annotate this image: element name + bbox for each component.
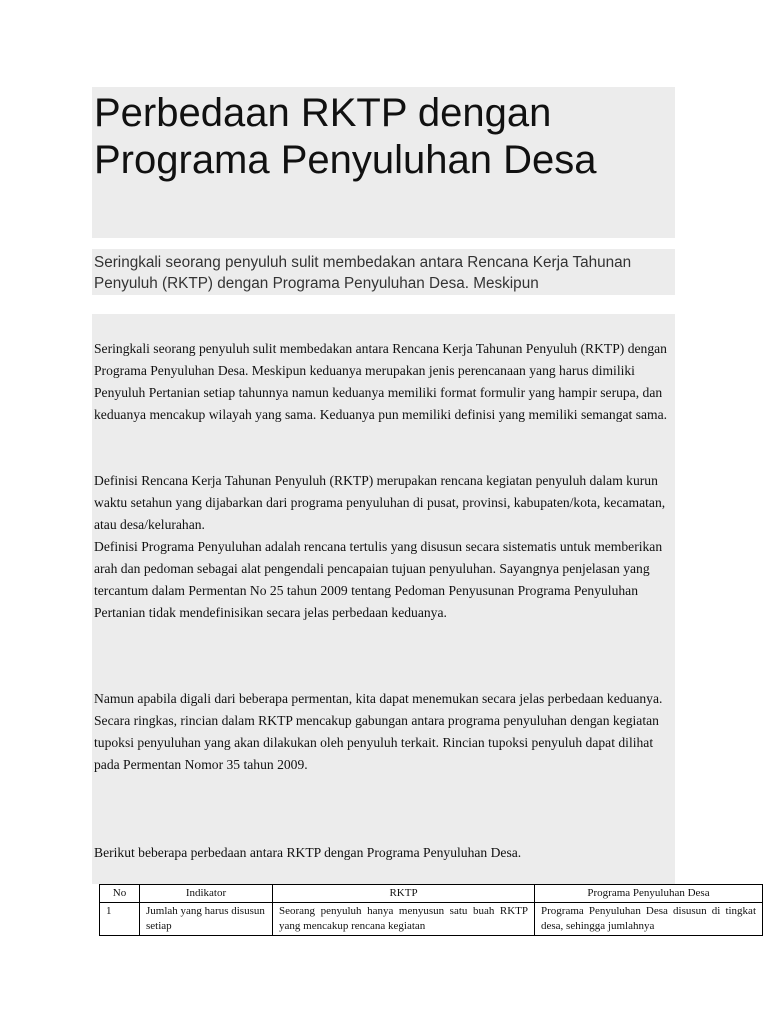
document-body — [92, 314, 675, 884]
column-header-no: No — [100, 885, 140, 903]
page-title: Perbedaan RKTP dengan Programa Penyuluhan Desa — [94, 91, 597, 182]
comparison-table — [99, 884, 763, 936]
paragraph-intro: Seringkali seorang penyuluh sulit membedakan antara Rencana Kerja Tahunan Penyuluh (RKTP) dengan Programa Penyuluhan Desa. Meskipun keduanya merupakan jenis perencanaan yang harus dimiliki Penyuluh Pertanian setiap tahunnya namun keduanya memiliki format formulir yang hampir serupa, dan keduanya mencakup wilayah yang sama. Keduanya pun memiliki definisi yang memiliki semangat sama. — [94, 341, 668, 422]
paragraph-rktp-definition: Definisi Rencana Kerja Tahunan Penyuluh (RKTP) merupakan rencana kegiatan penyuluh dalam kurun waktu setahun yang dijabarkan dari programa penyuluhan di pusat, provinsi, kabupaten/kota, kecamatan, atau desa/kelurahan. — [94, 473, 666, 532]
title-block — [92, 87, 675, 238]
page-subtitle: Seringkali seorang penyuluh sulit membedakan antara Rencana Kerja Tahunan Penyuluh (RKTP) dengan Programa Penyuluhan Desa. Meskipun — [94, 254, 632, 292]
paragraph-differences: Namun apabila digali dari beberapa permentan, kita dapat menemukan secara jelas perbedaan keduanya. Secara ringkas, rincian dalam RKTP mencakup gabungan antara programa penyuluhan dengan kegiatan tupoksi penyuluhan yang akan dilakukan oleh penyuluh terkait. Rincian tupoksi penyuluh dapat dilihat pada Permentan Nomor 35 tahun 2009. — [94, 691, 663, 772]
table-header-row — [100, 885, 763, 903]
column-header-indikator: Indikator — [140, 885, 273, 903]
subtitle-block — [92, 249, 675, 295]
cell-no: 1 — [100, 903, 140, 936]
paragraph-programa-definition: Definisi Programa Penyuluhan adalah rencana tertulis yang disusun secara sistematis untuk memberikan arah dan pedoman sebagai alat pengendali pencapaian tujuan penyuluhan. Sayangnya penjelasan yang tercantum dalam Permentan No 25 tahun 2009 tentang Pedoman Penyusunan Programa Penyuluhan Pertanian tidak mendefinisikan secara jelas perbedaan keduanya. — [94, 539, 663, 620]
column-header-rktp: RKTP — [273, 885, 535, 903]
cell-rktp: Seorang penyuluh hanya menyusun satu buah RKTP yang mencakup rencana kegiatan — [273, 903, 535, 936]
cell-programa: Programa Penyuluhan Desa disusun di tingkat desa, sehingga jumlahnya — [535, 903, 763, 936]
column-header-programa: Programa Penyuluhan Desa — [535, 885, 763, 903]
paragraph-table-intro: Berikut beberapa perbedaan antara RKTP dengan Programa Penyuluhan Desa. — [94, 845, 522, 860]
cell-indikator: Jumlah yang harus disusun setiap — [140, 903, 273, 936]
table-row — [100, 903, 763, 936]
